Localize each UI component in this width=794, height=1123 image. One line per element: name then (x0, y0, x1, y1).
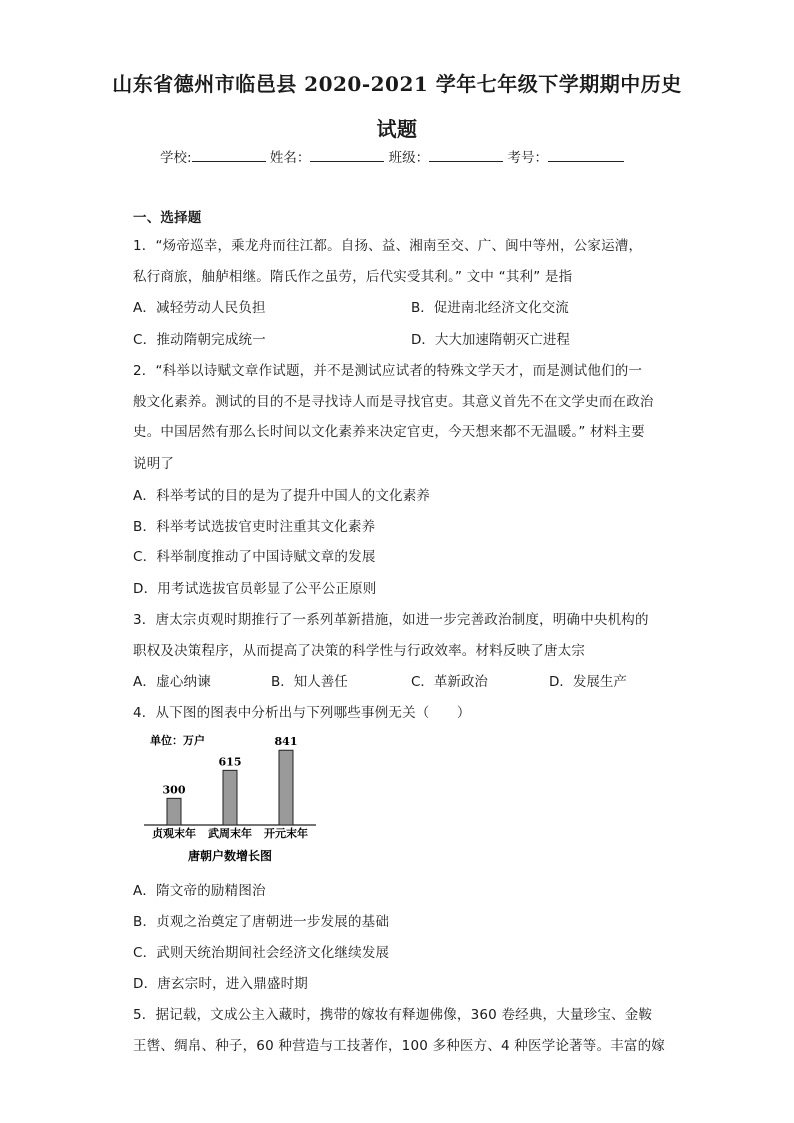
chart-bar (279, 750, 293, 825)
q3-option-c: C．革新政治 (411, 674, 488, 690)
chart-category-label: 开元末年 (264, 827, 308, 840)
q5-stem-line2: 王辔、绸帛、种子，60 种营造与工技著作，100 多种医方、4 种医学论著等。丰富的嫁 (133, 1038, 666, 1054)
q1-option-a: A．减轻劳动人民负担 (133, 300, 266, 316)
q1-stem-line2: 私行商旅，舳舻相继。隋氏作之虽劳，后代实受其利。” 文中 “其利” 是指 (133, 269, 573, 285)
q5-stem-line1: 5．据记载，文成公主入藏时，携带的嫁妆有释迦佛像，360 卷经典，大量珍宝、金鞍 (133, 1007, 653, 1023)
q4-option-b: B．贞观之治奠定了唐朝进一步发展的基础 (133, 914, 390, 930)
school-label: 学校: (160, 150, 192, 166)
q2-stem-line1: 2．“科举以诗赋文章作试题，并不是测试应试者的特殊文学天才，而是测试他们的一 (133, 363, 643, 379)
q3-option-b: B．知人善任 (271, 674, 348, 690)
q2-option-d: D．用考试选拔官员彰显了公平公正原则 (133, 581, 377, 597)
student-info-row (160, 146, 624, 166)
document-title-line1: 山东省德州市临邑县 2020-2021 学年七年级下学期期中历史 (112, 72, 682, 96)
chart-data-label: 615 (218, 755, 242, 769)
q2-option-c: C．科举制度推动了中国诗赋文章的发展 (133, 549, 376, 565)
q1-option-b: B．促进南北经济文化交流 (411, 300, 569, 316)
q1-stem-line1: 1．“炀帝巡幸，乘龙舟而往江都。自扬、益、湘南至交、广、闽中等州，公家运漕， (133, 238, 643, 254)
q1-option-c: C．推动隋朝完成统一 (133, 332, 266, 348)
q2-option-a: A．科举考试的目的是为了提升中国人的文化素养 (133, 488, 431, 504)
q2-stem-line2: 般文化素养。测试的目的不是寻找诗人而是寻找官吏。其意义首先不在文学史而在政治 (133, 394, 654, 410)
section-heading: 一、选择题 (133, 210, 202, 226)
q2-stem-line4: 说明了 (133, 456, 175, 472)
name-blank[interactable] (310, 147, 384, 162)
q2-option-b: B．科举考试选拔官吏时注重其文化素养 (133, 519, 376, 535)
chart-title: 唐朝户数增长图 (187, 849, 273, 863)
q3-stem-line1: 3．唐太宗贞观时期推行了一系列革新措施，如进一步完善政治制度，明确中央机构的 (133, 612, 649, 628)
q4-stem-line1: 4．从下图的图表中分析出与下列哪些事例无关（ ） (133, 705, 471, 721)
chart-data-label: 841 (274, 735, 298, 749)
school-blank[interactable] (192, 147, 266, 162)
q3-option-d: D．发展生产 (549, 674, 627, 690)
q3-option-a: A．虚心纳谏 (133, 674, 211, 690)
households-bar-chart (140, 728, 320, 868)
q4-option-d: D．唐玄宗时，进入鼎盛时期 (133, 976, 308, 992)
chart-bar (167, 798, 181, 825)
chart-bar (223, 770, 237, 825)
chart-category-label: 贞观末年 (152, 827, 196, 840)
q4-option-a: A．隋文帝的励精图治 (133, 883, 266, 899)
q4-option-c: C．武则天统治期间社会经济文化继续发展 (133, 945, 390, 961)
chart-unit-label: 单位：万户 (150, 734, 205, 747)
chart-data-label: 300 (162, 783, 186, 797)
chart-category-label: 武周末年 (208, 827, 252, 840)
class-blank[interactable] (429, 147, 503, 162)
q1-option-d: D．大大加速隋朝灭亡进程 (411, 332, 570, 348)
number-label: 考号： (507, 150, 548, 166)
document-title-line2: 试题 (376, 117, 418, 141)
q3-stem-line2: 职权及决策程序，从而提高了决策的科学性与行政效率。材料反映了唐太宗 (133, 643, 586, 659)
number-blank[interactable] (548, 147, 624, 162)
q2-stem-line3: 史。中国居然有那么长时间以文化素养来决定官吏，今天想来都不无温暖。” 材料主要 (133, 424, 645, 440)
name-label: 姓名： (269, 150, 311, 166)
class-label: 班级： (388, 150, 430, 166)
